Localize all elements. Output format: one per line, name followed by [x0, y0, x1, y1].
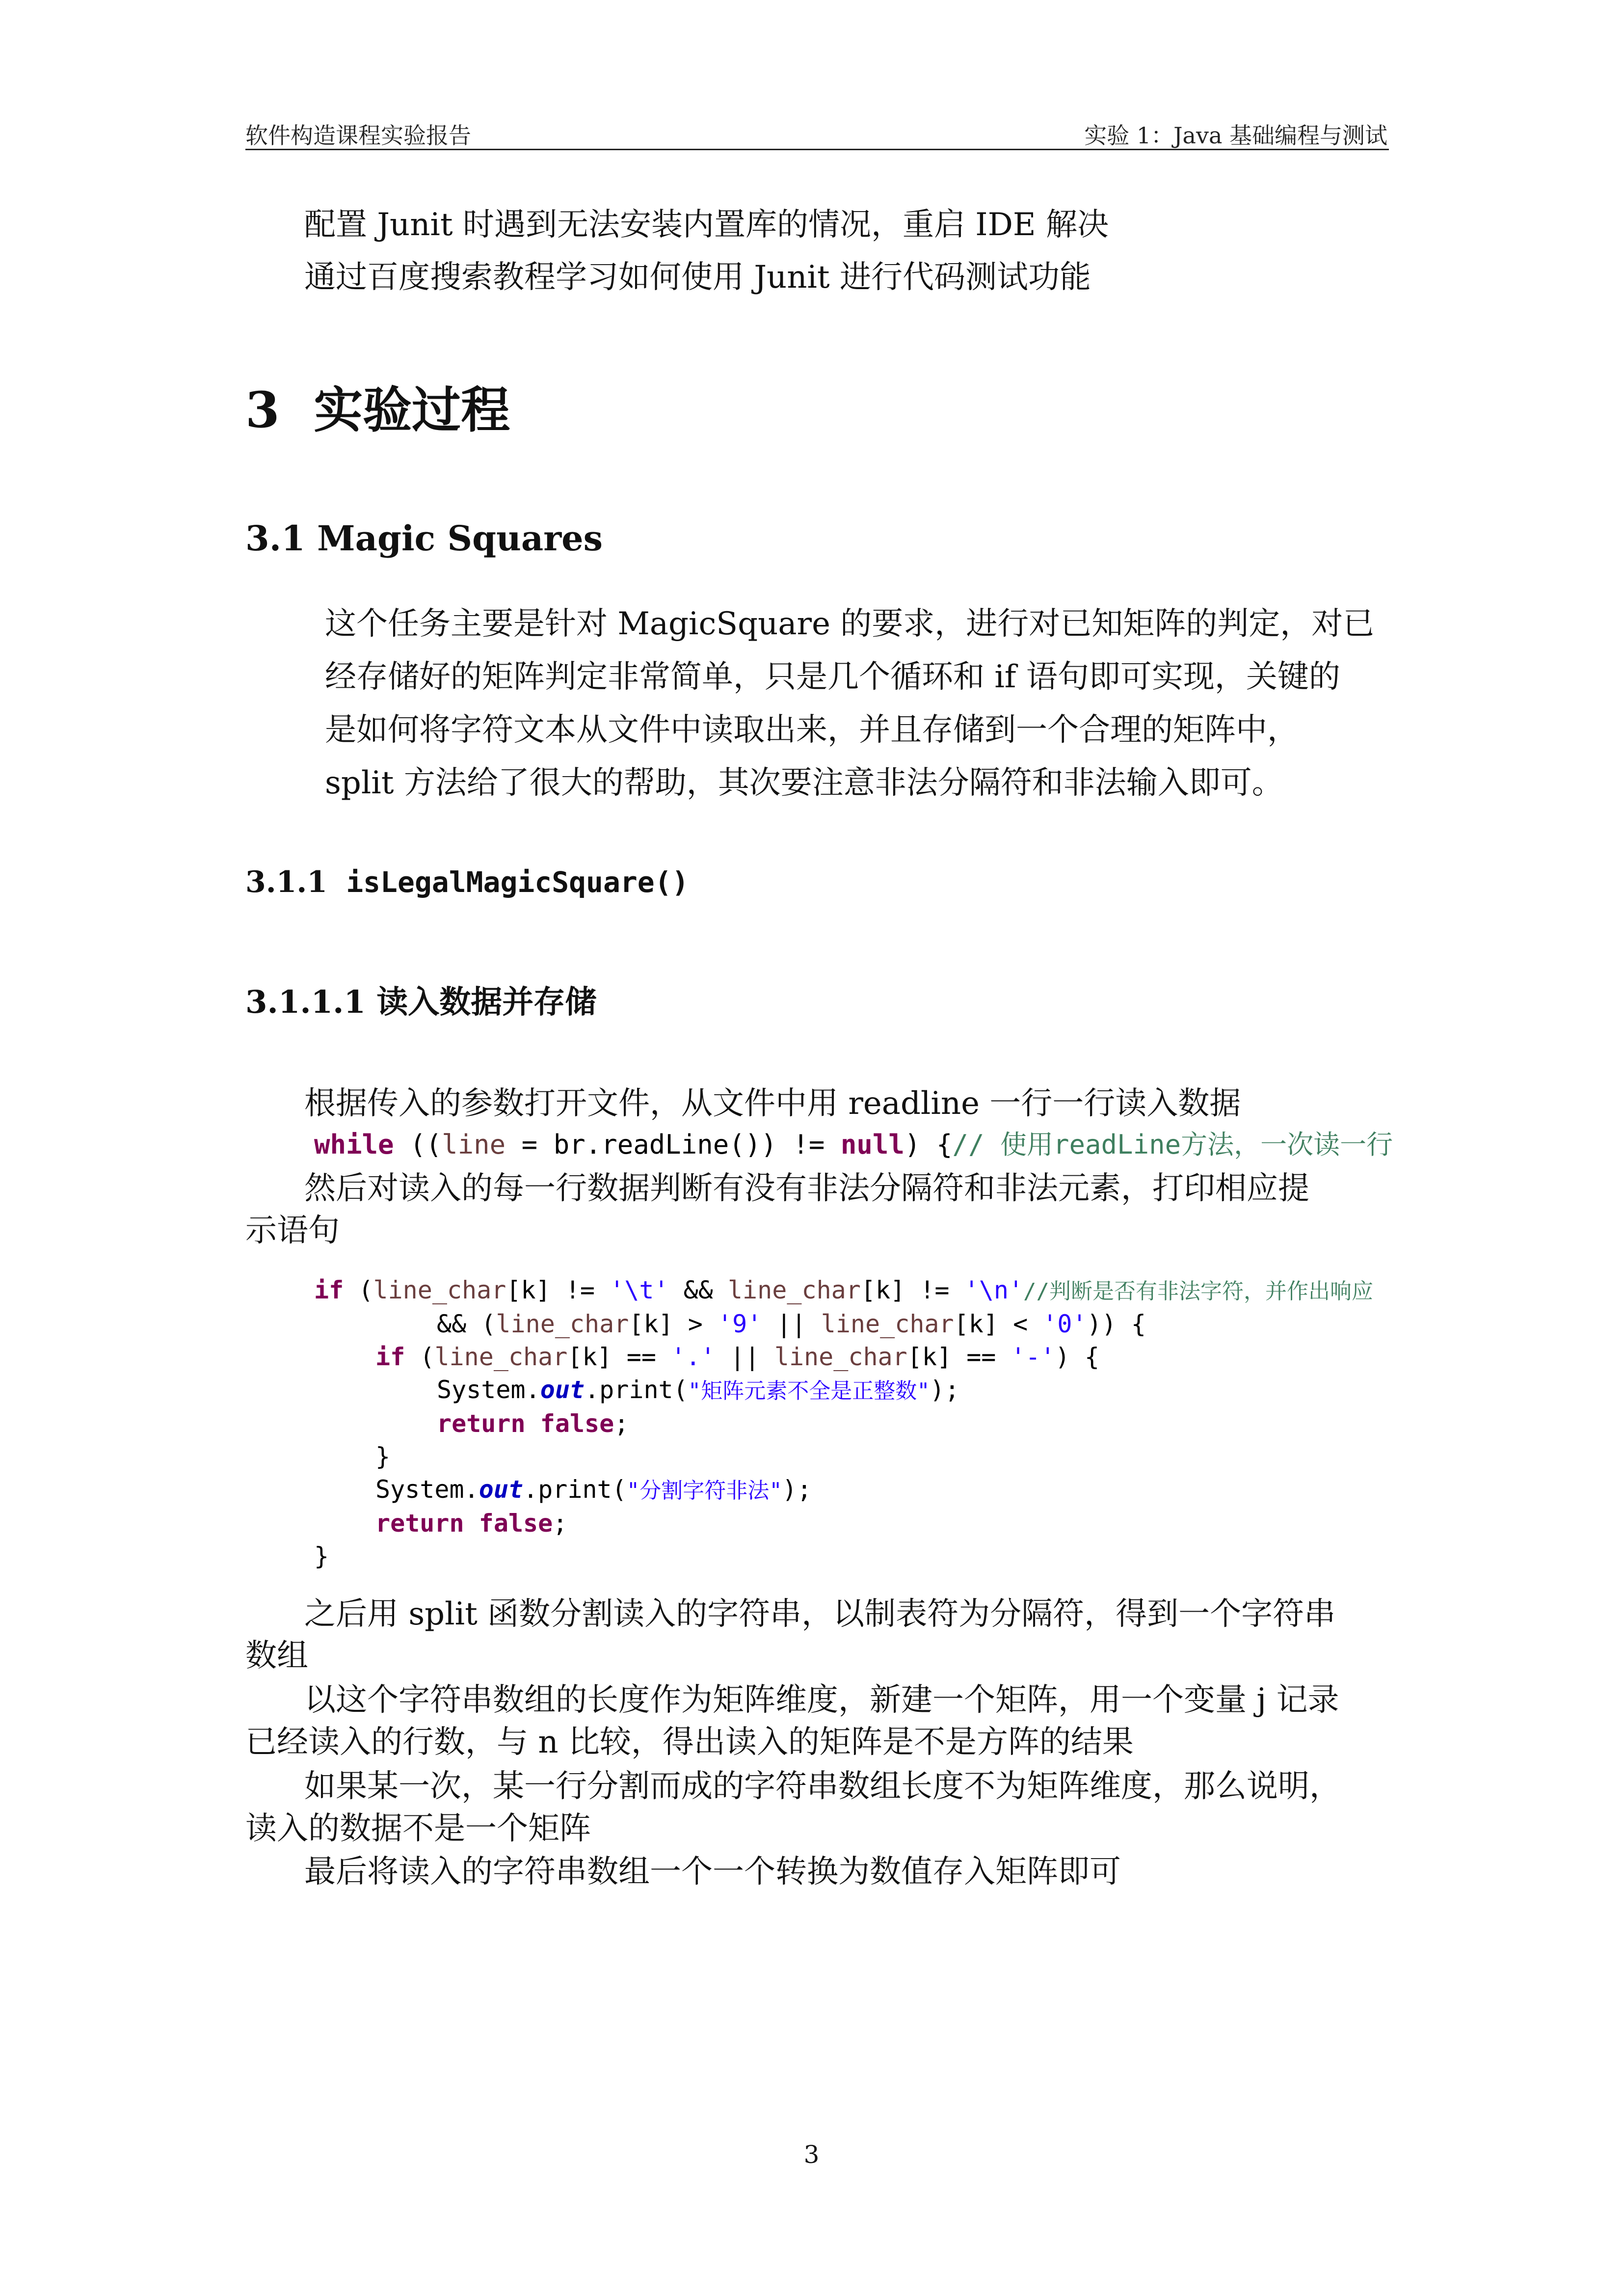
- code-text: ;: [553, 1509, 568, 1538]
- section-3-number: 3: [245, 381, 280, 439]
- code-variable: line_char: [434, 1343, 568, 1371]
- code-text: [k]: [629, 1310, 673, 1338]
- code-text: [k]: [506, 1276, 551, 1304]
- para-split-line-1: 之后用 split 函数分割读入的字符串，以制表符为分隔符，得到一个字符串: [304, 1596, 1336, 1632]
- code-line: [314, 1407, 1373, 1440]
- section-3-1-1-1-number: 3.1.1.1: [245, 984, 366, 1021]
- code-string: '-': [1011, 1343, 1055, 1371]
- code-text: ((: [410, 1129, 442, 1160]
- code-keyword: if: [314, 1276, 344, 1304]
- code-text: ) {: [1055, 1343, 1100, 1371]
- code-variable: line_char: [774, 1343, 907, 1371]
- para-readline: 根据传入的参数打开文件，从文件中用 readline 一行一行读入数据: [304, 1085, 1241, 1122]
- code-keyword: while: [314, 1129, 394, 1160]
- code-text: .print(: [585, 1376, 688, 1404]
- code-line: [314, 1341, 1373, 1374]
- section-3-title: 实验过程: [314, 381, 510, 439]
- code-text: [k]: [954, 1310, 998, 1338]
- code-string: "矩阵元素不全是正整数": [688, 1378, 930, 1404]
- code-text: [k]: [567, 1343, 612, 1371]
- code-string: '\n': [964, 1276, 1024, 1304]
- code-variable: line_char: [373, 1276, 506, 1304]
- code-string: "分割字符非法": [626, 1478, 782, 1503]
- para-dim-line-2: 已经读入的行数，与 n 比较，得出读入的矩阵是不是方阵的结果: [245, 1724, 1134, 1760]
- code-line: [314, 1540, 1373, 1573]
- code-text: [k]: [907, 1343, 952, 1371]
- code-text: );: [930, 1376, 959, 1404]
- code-string: '0': [1042, 1310, 1087, 1338]
- code-keyword: null: [840, 1129, 905, 1160]
- code-text: System.: [437, 1376, 540, 1404]
- code-field: out: [540, 1376, 585, 1404]
- code-string: '.': [671, 1343, 716, 1371]
- page-number: 3: [803, 2140, 820, 2169]
- section-3-1-1-number: 3.1.1: [245, 865, 328, 899]
- code-line: [314, 1473, 1373, 1507]
- para-nonmatrix-line-2: 读入的数据不是一个矩阵: [245, 1810, 591, 1847]
- section-3-1-1-method: isLegalMagicSquare(): [346, 865, 689, 899]
- code-if-block: [314, 1274, 1373, 1573]
- header-left: 软件构造课程实验报告: [245, 122, 471, 149]
- code-keyword: return: [437, 1409, 526, 1438]
- code-text: ==: [612, 1343, 671, 1371]
- code-text: && (: [437, 1310, 496, 1338]
- code-text: [k]: [860, 1276, 905, 1304]
- code-text: ||: [762, 1310, 821, 1338]
- code-keyword: return: [375, 1509, 464, 1538]
- code-text: <: [998, 1310, 1043, 1338]
- section-3-1-line-2: 经存储好的矩阵判定非常简单，只是几个循环和 if 语句即可实现，关键的: [325, 659, 1340, 695]
- section-3-1-line-4: split 方法给了很大的帮助，其次要注意非法分隔符和非法输入即可。: [325, 765, 1283, 801]
- code-text: ||: [715, 1343, 774, 1371]
- para-check-line-1: 然后对读入的每一行数据判断有没有非法分隔符和非法元素，打印相应提: [304, 1170, 1309, 1207]
- code-text: }: [375, 1442, 391, 1471]
- code-keyword: false: [540, 1409, 614, 1438]
- code-text: = br.readLine()) !=: [506, 1129, 841, 1160]
- code-text: &&: [668, 1276, 728, 1304]
- section-3-1-1-1-heading: [245, 977, 596, 1022]
- code-variable: line_char: [496, 1310, 629, 1338]
- code-text: System.: [375, 1475, 479, 1504]
- section-3-1-heading: 3.1 Magic Squares: [245, 518, 603, 559]
- code-text: !=: [905, 1276, 964, 1304]
- code-line: [314, 1507, 1373, 1540]
- header-rule: [245, 149, 1389, 150]
- section-3-1-1-1-title: 读入数据并存储: [376, 984, 597, 1021]
- section-3-heading: [245, 371, 510, 441]
- section-3-1-line-1: 这个任务主要是针对 MagicSquare 的要求，进行对已知矩阵的判定，对已: [325, 606, 1375, 642]
- code-text: ==: [952, 1343, 1011, 1371]
- code-line: [314, 1274, 1373, 1308]
- section-3-1-1-heading: [245, 865, 689, 899]
- code-text: .print(: [523, 1475, 627, 1504]
- code-keyword: false: [479, 1509, 553, 1538]
- code-comment: // 使用readLine方法，一次读一行: [952, 1129, 1393, 1160]
- code-text: >: [673, 1310, 718, 1338]
- code-text: !=: [550, 1276, 610, 1304]
- code-text: (: [405, 1343, 435, 1371]
- code-string: '9': [717, 1310, 762, 1338]
- para-split-line-2: 数组: [245, 1638, 308, 1674]
- code-text: ) {: [904, 1129, 953, 1160]
- intro-line-2: 通过百度搜索教程学习如何使用 Junit 进行代码测试功能: [304, 259, 1091, 296]
- code-field: out: [479, 1475, 524, 1504]
- code-text: );: [782, 1475, 812, 1504]
- intro-line-1: 配置 Junit 时遇到无法安装内置库的情况，重启 IDE 解决: [304, 207, 1109, 243]
- para-nonmatrix-line-1: 如果某一次，某一行分割而成的字符串数组长度不为矩阵维度，那么说明，: [304, 1768, 1341, 1805]
- code-keyword: if: [375, 1343, 405, 1371]
- para-final: 最后将读入的字符串数组一个一个转换为数值存入矩阵即可: [304, 1854, 1121, 1890]
- code-line: [314, 1374, 1373, 1407]
- code-text: }: [314, 1542, 329, 1570]
- code-while-line: [314, 1128, 1393, 1161]
- para-check-line-2: 示语句: [245, 1213, 340, 1249]
- code-text: )) {: [1087, 1310, 1146, 1338]
- para-dim-line-1: 以这个字符串数组的长度作为矩阵维度，新建一个矩阵，用一个变量 j 记录: [304, 1682, 1339, 1718]
- code-variable: line_char: [821, 1310, 954, 1338]
- code-comment: //判断是否有非法字符，并作出响应: [1023, 1279, 1374, 1304]
- section-3-1-line-3: 是如何将字符文本从文件中读取出来，并且存储到一个合理的矩阵中，: [325, 712, 1299, 748]
- code-text: ;: [614, 1409, 629, 1438]
- code-variable: line: [442, 1129, 506, 1160]
- code-line: [314, 1440, 1373, 1473]
- code-string: '\t': [610, 1276, 669, 1304]
- code-variable: line_char: [727, 1276, 861, 1304]
- code-text: (: [344, 1276, 373, 1304]
- header-right: 实验 1：Java 基础编程与测试: [1084, 122, 1387, 149]
- code-line: [314, 1308, 1373, 1341]
